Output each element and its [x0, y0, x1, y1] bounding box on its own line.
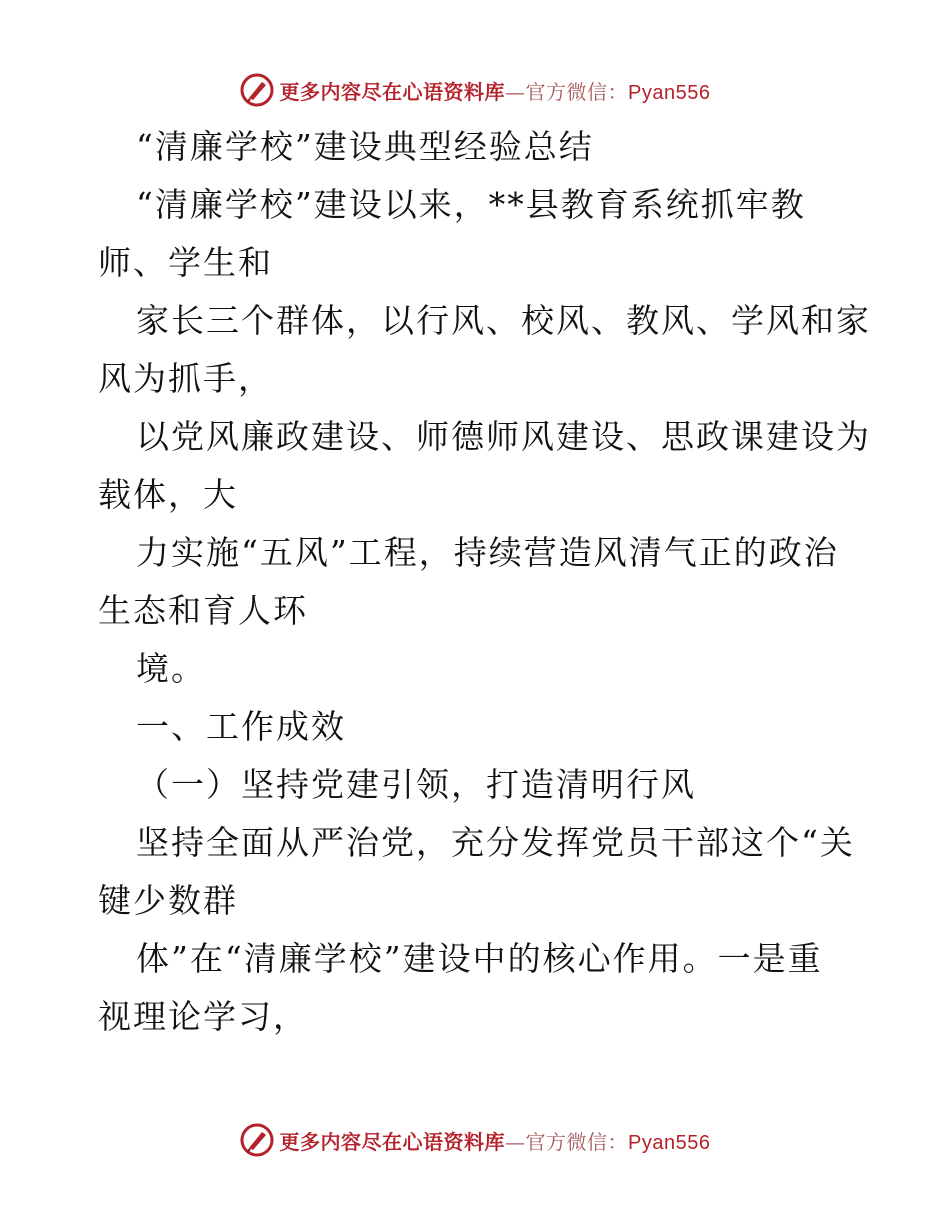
text-line: 风为抓手， — [98, 359, 273, 398]
text-line: 师、学生和 — [98, 243, 273, 282]
text-line: 坚持全面从严治党，充分发挥党员干部这个“关 — [136, 823, 855, 862]
header-banner — [0, 70, 950, 110]
text-line: 视理论学习， — [98, 997, 308, 1036]
banner-dash: — — [505, 79, 526, 104]
text-line: 载体，大 — [98, 475, 238, 514]
text-line: 生态和育人环 — [98, 591, 308, 630]
banner-dash: — — [505, 1129, 526, 1154]
banner-wechat-id: Pyan556 — [628, 81, 711, 104]
text-line: 境。 — [136, 649, 206, 688]
subsection-heading: （一）坚持党建引领，打造清明行风 — [136, 765, 696, 804]
section-heading: 一、工作成效 — [136, 707, 346, 746]
text-line: 体”在“清廉学校”建设中的核心作用。一是重 — [136, 939, 823, 978]
text-line: 以党风廉政建设、师德师风建设、思政课建设为 — [136, 417, 871, 456]
banner-text — [280, 1126, 711, 1155]
quill-logo-icon — [240, 73, 274, 107]
text-line: “清廉学校”建设以来，**县教育系统抓牢教 — [136, 185, 806, 224]
text-line: 力实施“五风”工程，持续营造风清气正的政治 — [136, 533, 839, 572]
banner-main-text: 更多内容尽在心语资料库 — [279, 79, 506, 104]
banner-text — [280, 76, 711, 105]
footer-banner — [0, 1120, 950, 1160]
quill-logo-icon — [240, 1123, 274, 1157]
document-body — [98, 118, 871, 1046]
text-line: 键少数群 — [98, 881, 238, 920]
banner-wechat-label: 官方微信： — [525, 79, 629, 104]
text-line: 家长三个群体，以行风、校风、教风、学风和家 — [136, 301, 871, 340]
banner-wechat-id: Pyan556 — [628, 1131, 711, 1154]
document-title: “清廉学校”建设典型经验总结 — [136, 127, 594, 166]
banner-wechat-label: 官方微信： — [525, 1129, 629, 1154]
banner-main-text: 更多内容尽在心语资料库 — [279, 1129, 506, 1154]
